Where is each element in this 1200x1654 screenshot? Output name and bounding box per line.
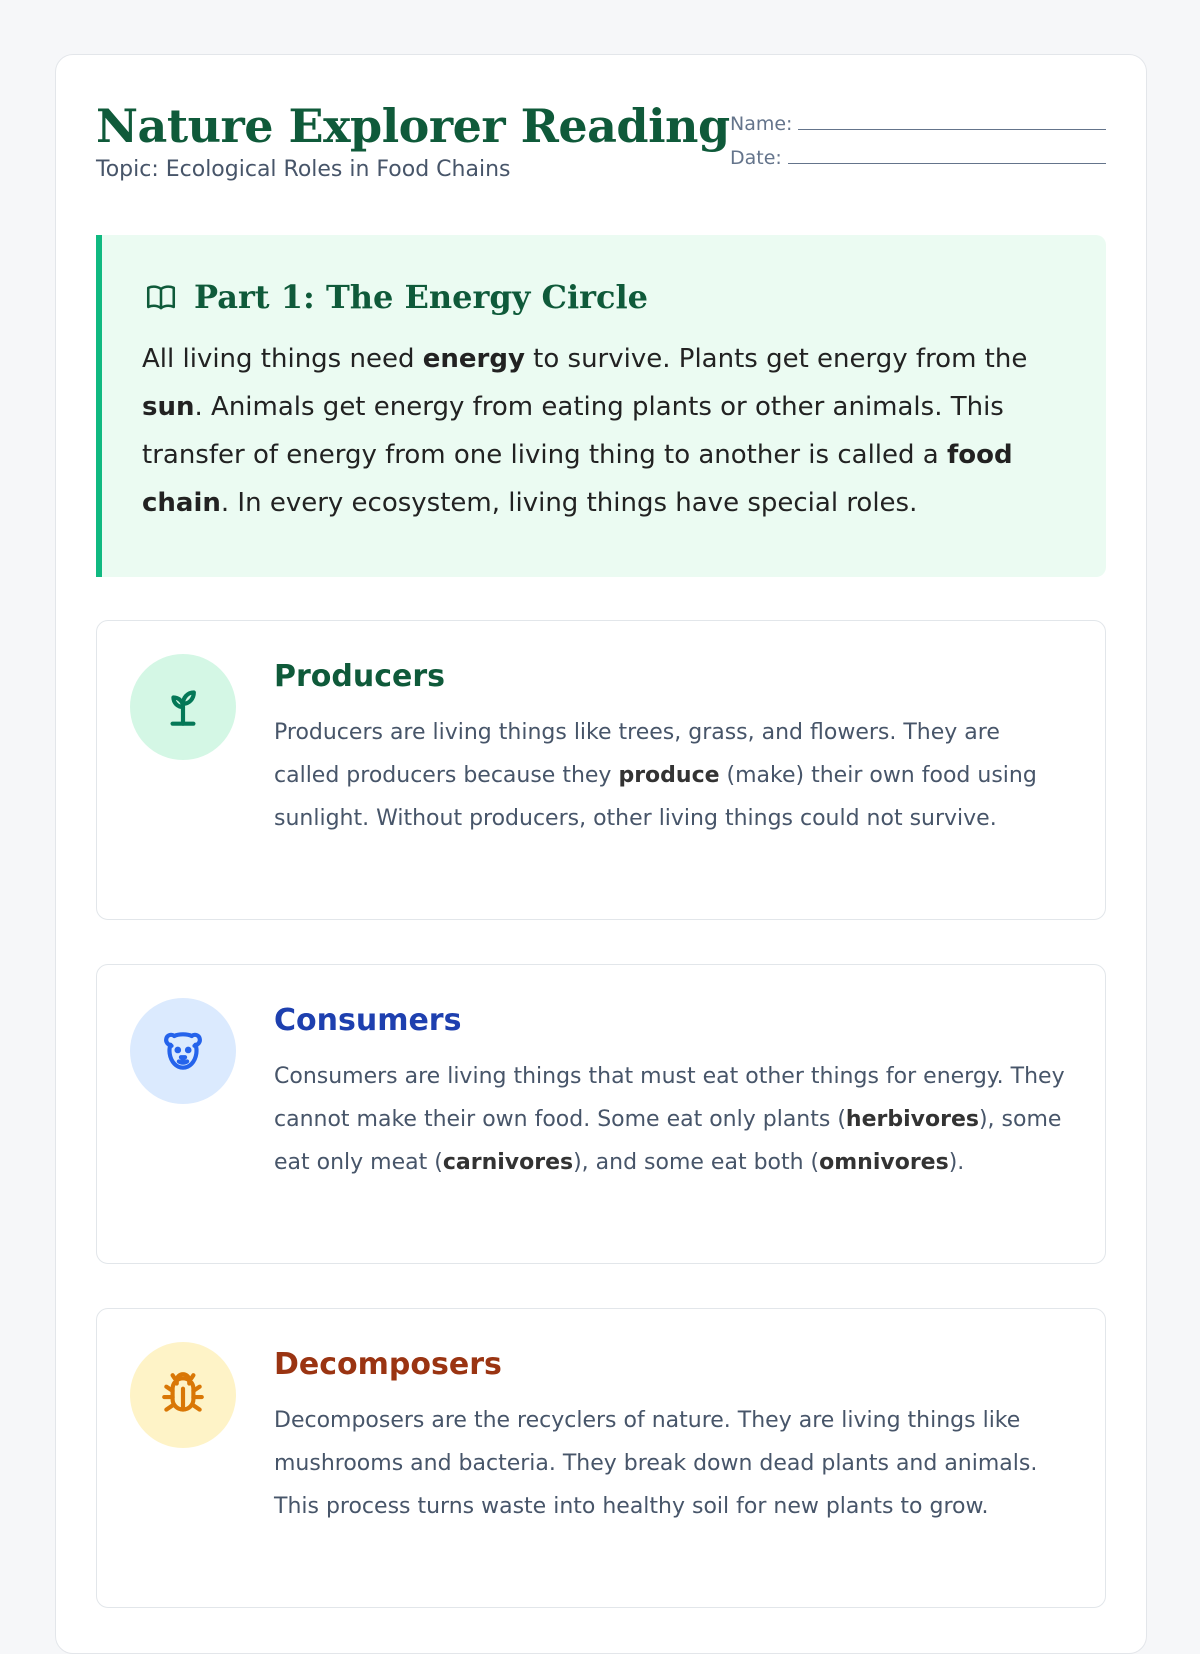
date-blank-line[interactable] bbox=[788, 144, 1106, 164]
consumers-title: Consumers bbox=[274, 1003, 462, 1038]
name-field[interactable] bbox=[730, 101, 1106, 135]
worksheet-header bbox=[96, 99, 1106, 199]
card-0-text-run: Producers are living things like trees, grass, and flowers. They are called producers because they bbox=[274, 720, 1000, 788]
card-0-text-run: (make) their own food using sunlight. Without producers, other living things could not survive. bbox=[274, 763, 1037, 831]
card-1-text-run: ). bbox=[948, 1150, 965, 1175]
consumers-text bbox=[274, 1055, 1067, 1184]
producers-title: Producers bbox=[274, 659, 446, 694]
decomposers-text bbox=[274, 1399, 1067, 1528]
card-0-bold-term: produce bbox=[618, 763, 720, 788]
intro-heading bbox=[142, 275, 1060, 319]
topic-subtitle: Topic: Ecological Roles in Food Chains bbox=[96, 157, 511, 182]
bug-icon bbox=[158, 1370, 208, 1420]
consumers-card bbox=[96, 964, 1106, 1264]
page-title: Nature Explorer Reading bbox=[96, 99, 730, 153]
intro-text-run: . Animals get energy from eating plants or other animals. This transfer of energy from one living thing to another is called a bbox=[142, 392, 1004, 470]
card-1-bold-term: omnivores bbox=[819, 1150, 949, 1175]
name-blank-line[interactable] bbox=[798, 110, 1106, 130]
producers-text bbox=[274, 711, 1067, 840]
decomposers-icon-badge bbox=[130, 1342, 236, 1448]
decomposers-card bbox=[96, 1308, 1106, 1608]
intro-bold-term: energy bbox=[422, 344, 525, 374]
decomposers-body bbox=[274, 1345, 1067, 1528]
producers-card bbox=[96, 620, 1106, 920]
intro-text-run: to survive. Plants get energy from the bbox=[524, 344, 1028, 374]
date-label: Date: bbox=[730, 147, 782, 169]
dog-icon bbox=[158, 1026, 208, 1076]
card-1-text-run: Consumers are living things that must eat other things for energy. They cannot make their own food. Some eat only plants ( bbox=[274, 1064, 1065, 1132]
intro-bold-term: sun bbox=[142, 392, 195, 422]
intro-heading-text: Part 1: The Energy Circle bbox=[194, 278, 648, 316]
decomposers-title: Decomposers bbox=[274, 1347, 502, 1382]
date-field[interactable] bbox=[730, 135, 1106, 169]
consumers-body bbox=[274, 1001, 1067, 1184]
intro-text-run: . In every ecosystem, living things have special roles. bbox=[220, 488, 918, 518]
intro-paragraph bbox=[142, 335, 1060, 527]
intro-section bbox=[96, 235, 1106, 577]
intro-text-run: All living things need bbox=[142, 344, 423, 374]
consumers-icon-badge bbox=[130, 998, 236, 1104]
sprout-icon bbox=[158, 682, 208, 732]
open-book-icon bbox=[142, 280, 180, 314]
intro-bold-term: food chain bbox=[142, 440, 1013, 518]
card-1-text-run: ), and some eat both ( bbox=[573, 1150, 820, 1175]
producers-body bbox=[274, 657, 1067, 840]
producers-icon-badge bbox=[130, 654, 236, 760]
worksheet bbox=[55, 54, 1147, 1654]
card-2-text-run: Decomposers are the recyclers of nature. They are living things like mushrooms and bacteria. They break down dead plants and animals. This process turns waste into healthy soil for new plants to grow. bbox=[274, 1408, 1038, 1519]
name-date-fields bbox=[730, 101, 1106, 169]
card-1-bold-term: carnivores bbox=[442, 1150, 574, 1175]
card-1-text-run: ), some eat only meat ( bbox=[274, 1107, 1062, 1175]
name-label: Name: bbox=[730, 113, 793, 135]
card-1-bold-term: herbivores bbox=[845, 1107, 979, 1132]
